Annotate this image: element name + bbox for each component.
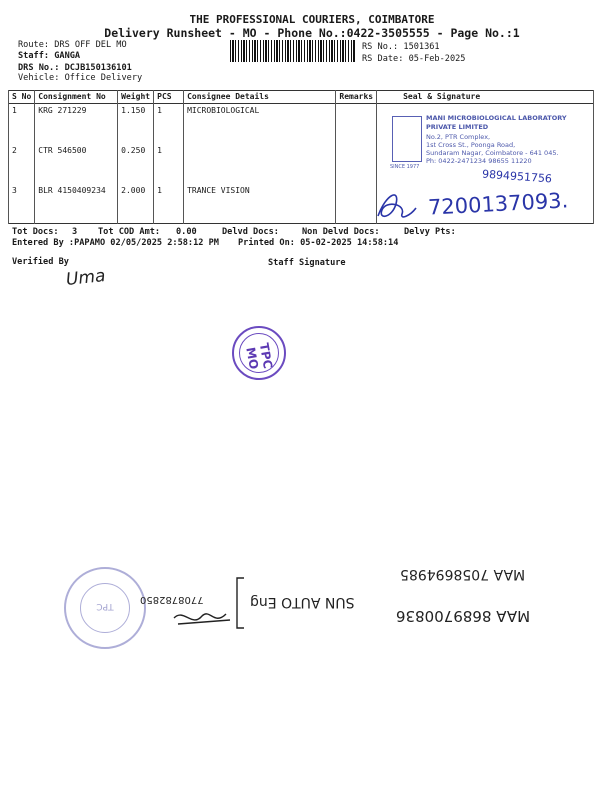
bottom-handwritten-phone: 7708782850: [140, 594, 204, 605]
table-header-row: [9, 91, 594, 104]
tpc-round-stamp: [232, 326, 286, 380]
cell-remarks: [336, 144, 377, 184]
signature-scribble-icon: [372, 186, 420, 226]
tot-cod-label: Tot COD Amt:: [98, 227, 161, 237]
stamp-line: No.2, PTR Complex,: [426, 133, 491, 141]
bracket-icon: [234, 576, 246, 630]
col-remarks: Remarks: [336, 91, 377, 104]
handwritten-phone-1: 9894951756: [481, 167, 553, 186]
stamp-emblem-icon: [392, 116, 422, 162]
round-stamp-text: TPC: [96, 601, 114, 611]
cell-sno: 3: [9, 184, 35, 224]
cell-sno: 2: [9, 144, 35, 184]
delvd-docs-label: Delvd Docs:: [222, 227, 279, 237]
stamp-line: Sundaram Nagar, Coimbatore - 641 045.: [426, 149, 559, 157]
non-delvd-docs-label: Non Delvd Docs:: [302, 227, 380, 237]
tot-cod-value: 0.00: [176, 227, 197, 237]
col-consignee: Consignee Details: [184, 91, 336, 104]
stamp-line: Ph: 0422-2471234 98655 11220: [426, 157, 532, 165]
col-seal: Seal & Signature: [377, 91, 594, 104]
entered-by: Entered By :PAPAMO 02/05/2025 2:58:12 PM: [12, 238, 219, 248]
col-pcs: PCS: [154, 91, 184, 104]
vehicle: Vehicle: Office Delivery: [18, 73, 143, 83]
cell-consignment: KRG 271229: [35, 104, 118, 144]
faded-round-stamp: [64, 567, 146, 649]
lab-company-stamp: [388, 112, 568, 174]
stamp-line: SINCE 1977: [390, 164, 420, 170]
staff-signature-label: Staff Signature: [268, 258, 346, 268]
bottom-handwritten-line-2: MAA 7058694985: [400, 566, 526, 582]
cell-weight: 1.150: [118, 104, 154, 144]
barcode: [230, 40, 355, 62]
verified-signature: Uma: [65, 265, 107, 291]
stamp-line: PRIVATE LIMITED: [426, 123, 489, 131]
bottom-signature-icon: [170, 604, 240, 634]
printed-on: Printed On: 05-02-2025 14:58:14: [238, 238, 399, 248]
rs-date: RS Date: 05-Feb-2025: [362, 54, 466, 64]
bottom-handwritten-name: SUN AUTO Eng: [250, 594, 355, 610]
stamp-line: 1st Cross St., Poonga Road,: [426, 141, 516, 149]
cell-consignment: CTR 546500: [35, 144, 118, 184]
runsheet-subtitle: Delivery Runsheet - MO - Phone No.:0422-3505555 - Page No.:1: [104, 26, 520, 40]
cell-consignee: MICROBIOLOGICAL: [184, 104, 336, 144]
bottom-handwritten-line-1: MAA 8689700836: [396, 607, 531, 625]
company-title: THE PROFESSIONAL COURIERS, COIMBATORE: [189, 13, 435, 26]
cell-pcs: 1: [154, 144, 184, 184]
col-sno: S No: [9, 91, 35, 104]
cell-weight: 2.000: [118, 184, 154, 224]
col-weight: Weight: [118, 91, 154, 104]
cell-weight: 0.250: [118, 144, 154, 184]
cell-sno: 1: [9, 104, 35, 144]
cell-remarks: [336, 104, 377, 144]
handwritten-phone-2: 7200137093.: [427, 188, 569, 220]
cell-remarks: [336, 184, 377, 224]
delvy-pts-label: Delvy Pts:: [404, 227, 456, 237]
route: Route: DRS OFF DEL MO: [18, 40, 127, 50]
verified-by-label: Verified By: [12, 257, 69, 267]
stamp-line: MANI MICROBIOLOGICAL LABORATORY: [426, 114, 567, 122]
cell-pcs: 1: [154, 104, 184, 144]
cell-consignee: TRANCE VISION: [184, 184, 336, 224]
staff: Staff: GANGA: [18, 51, 81, 61]
drs-no: DRS No.: DCJB150136101: [18, 63, 132, 73]
cell-pcs: 1: [154, 184, 184, 224]
cell-consignment: BLR 4150409234: [35, 184, 118, 224]
tot-docs-value: 3: [72, 227, 78, 237]
rs-no: RS No.: 1501361: [362, 42, 440, 52]
cell-consignee: [184, 144, 336, 184]
col-consignment: Consignment No: [35, 91, 118, 104]
tot-docs-label: Tot Docs:: [12, 227, 59, 237]
tpc-stamp-text: TPC MO: [243, 341, 276, 371]
